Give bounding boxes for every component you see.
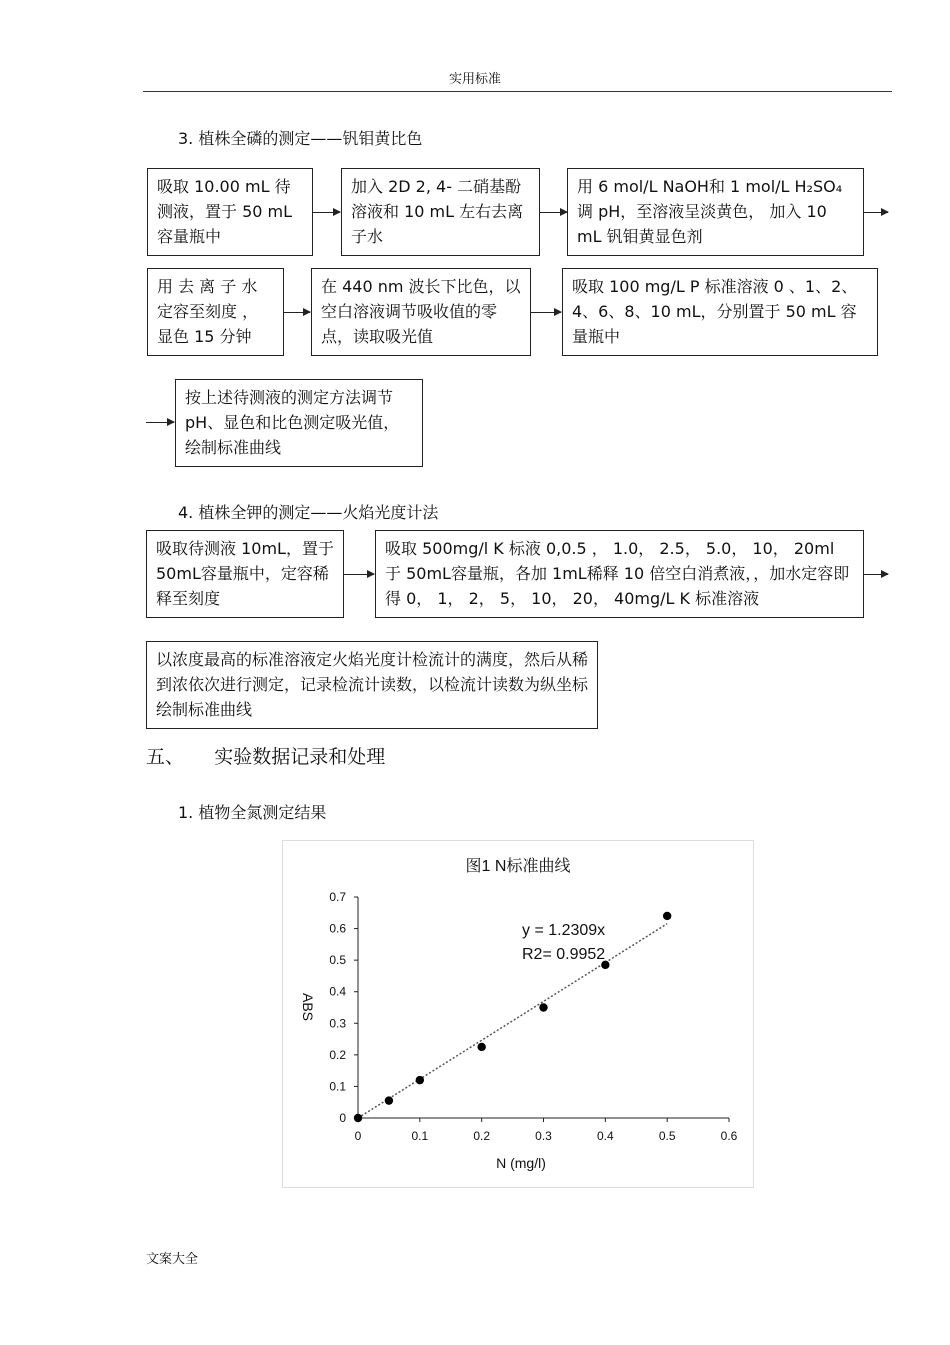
x-tick-label: 0.4 [596,1129,614,1143]
x-tick-label: 0.1 [411,1129,429,1143]
x-tick-label: 0 [354,1129,362,1143]
trendline [358,924,667,1118]
data-point [354,1114,362,1122]
chart-annotation-equation: y = 1.2309x [522,922,606,939]
data-point [416,1076,424,1084]
chart-x-label: N (mg/l) [496,1155,546,1171]
chart-title: 图1 N标准曲线 [465,858,571,875]
chart-frame [282,840,754,1188]
data-point [477,1043,485,1051]
y-tick-label: 0.4 [329,984,346,999]
data-point [385,1096,393,1104]
p-step-7: 按上述待测液的测定方法调节 pH、显色和比色测定吸光值，绘制标准曲线 [175,379,423,467]
data-point [663,912,671,920]
arrow-icon [864,574,888,575]
arrow-icon [284,312,310,313]
page-header: 实用标准 [448,72,501,87]
p-step-5: 在 440 nm 波长下比色，以空白溶液调节吸收值的零点，读取吸光值 [311,268,531,356]
y-tick-label: 0.2 [329,1047,346,1062]
x-tick-label: 0.5 [658,1129,676,1143]
x-tick-label: 0.2 [473,1129,491,1143]
p-step-6: 吸取 100 mg/L P 标准溶液 0 、1、2、4、6、8、10 mL，分别置于 50 mL 容量瓶中 [562,268,878,356]
y-tick-label: 0.1 [329,1079,346,1094]
arrow-icon [864,212,888,213]
section5-heading: 五、 实验数据记录和处理 [146,746,386,768]
header-divider [143,91,892,92]
p-step-1: 吸取 10.00 mL 待测液，置于 50 mL 容量瓶中 [147,168,313,256]
arrow-icon [146,422,174,423]
data-point [539,1003,547,1011]
arrow-icon [531,312,561,313]
y-tick-label: 0.7 [329,890,346,904]
section4-heading: 4. 植株全钾的测定——火焰光度计法 [178,503,439,522]
k-step-3: 以浓度最高的标准溶液定火焰光度计检流计的满度，然后从稀到浓依次进行测定，记录检流计读数，以检流计读数为纵坐标绘制标准曲线 [146,641,598,729]
arrow-icon [540,212,567,213]
page-footer: 文案大全 [146,1252,199,1267]
arrow-icon [313,212,340,213]
y-tick-label: 0 [339,1111,346,1125]
y-tick-label: 0.6 [329,921,346,936]
section3-heading: 3. 植株全磷的测定——钒钼黄比色 [178,129,423,148]
chart-points [354,912,672,1122]
section5-sub1: 1. 植物全氮测定结果 [178,803,327,822]
chart-y-label: ABS [300,993,316,1022]
p-step-4: 用 去 离 子 水 定容至刻度 ， 显色 15 分钟 [147,268,284,356]
arrow-icon [344,574,374,575]
k-step-2: 吸取 500mg/l K 标液 0,0.5 ， 1.0， 2.5， 5.0， 10， 20ml 于 50mL容量瓶，各加 1mL稀释 10 倍空白消煮液，，加水定容即得 0， 1， 2， 5， 10， 20， 40mg/L K 标准溶液 [375,530,864,618]
chart-trendline [358,924,667,1118]
chart-annotation-r2: R2= 0.9952 [522,946,606,963]
x-tick-label: 0.3 [535,1129,552,1143]
y-tick-label: 0.3 [329,1016,346,1031]
p-step-3: 用 6 mol/L NaOH和 1 mol/L H₂SO₄ 调 pH，至溶液呈淡黄色， 加入 10 mL 钒钼黄显色剂 [567,168,864,256]
x-tick-label: 0.6 [720,1129,738,1143]
y-tick-label: 0.5 [329,953,346,968]
n-standard-curve-chart [283,841,753,1187]
p-step-2: 加入 2D 2, 4- 二硝基酚溶液和 10 mL 左右去离子水 [341,168,540,256]
k-step-1: 吸取待测液 10mL，置于 50mL容量瓶中，定容稀释至刻度 [146,530,344,618]
